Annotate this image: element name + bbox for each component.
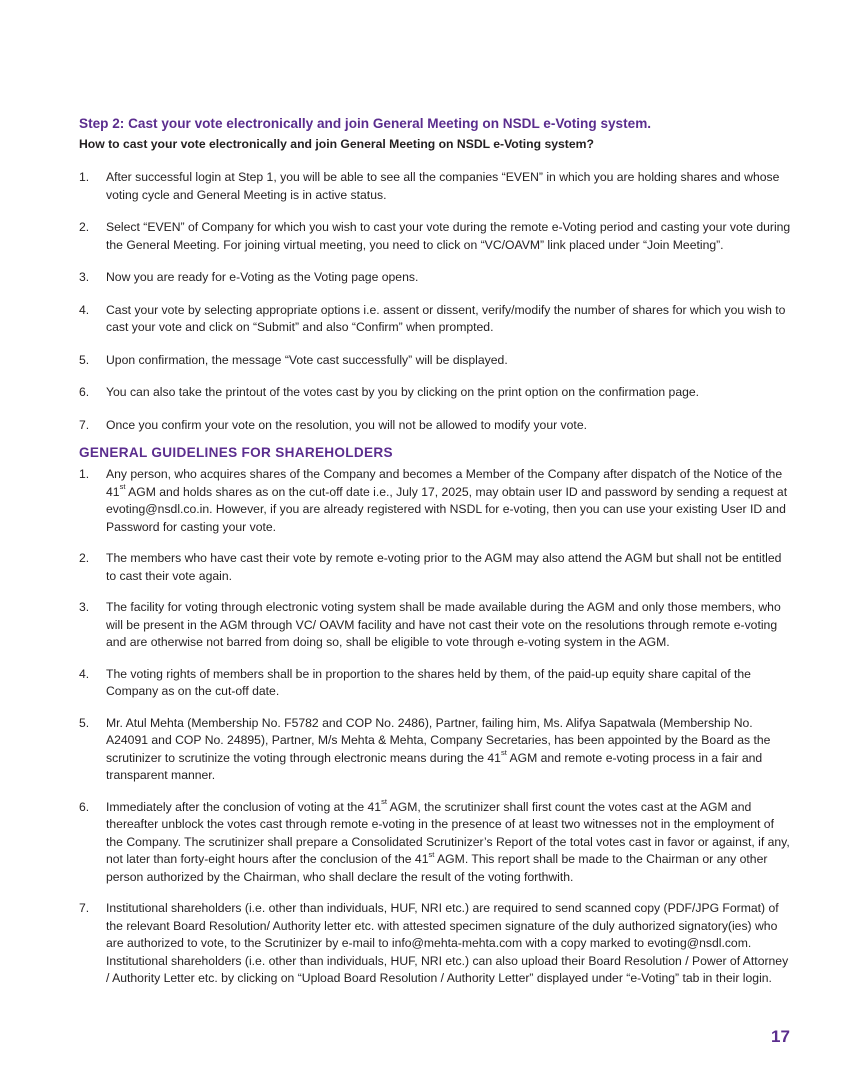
list-text: The members who have cast their vote by remote e-voting prior to the AGM may also attend the AGM but shall not be entitled to cast their vote again.	[106, 551, 782, 583]
list-number: 5.	[79, 352, 90, 367]
list-number: 6.	[79, 799, 90, 814]
list-item	[79, 666, 794, 701]
list-text: Immediately after the conclusion of voting at the 41st AGM, the scrutinizer shall first count the votes cast at the AGM and thereafter unblock the votes cast through remote e-voting in the presence of at least two witnesses not in the employment of the Company. The scrutinizer shall prepare a Consolidated Scrutinizer’s Report of the total votes cast in favor or against, if any, not later than forty-eight hours after the conclusion of the 41st AGM. This report shall be made to the Chairman or any other person authorized by the Chairman, who shall declare the result of the voting forthwith.	[106, 797, 790, 884]
list-item	[79, 269, 794, 287]
list-item	[79, 384, 794, 402]
step-subtitle: How to cast your vote electronically and join General Meeting on NSDL e-Voting system?	[79, 137, 594, 151]
list-item	[79, 169, 794, 204]
list-text: The voting rights of members shall be in proportion to the shares held by them, of the paid-up equity share capital of the Company as on the cut-off date.	[106, 666, 751, 698]
list-text: Institutional shareholders (i.e. other than individuals, HUF, NRI etc.) are required to send scanned copy (PDF/JPG Format) of the relevant Board Resolution/ Authority letter etc. with attested specimen signature of the duly authorized signatory(ies) who are authorized to vote, to the Scrutinizer by e-mail to info@mehta-mehta.com with a copy marked to evoting@nsdl.com. Institutional shareholders (i.e. other than individuals, HUF, NRI etc.) can also upload their Board Resolution / Power of Attorney / Authority Letter etc. by clicking on “Upload Board Resolution / Authority Letter” displayed under “e-Voting” tab in their login.	[106, 901, 789, 985]
list-item	[79, 466, 794, 536]
list-number: 2.	[79, 220, 90, 234]
list-text: You can also take the printout of the votes cast by you by clicking on the print option on the confirmation page.	[106, 385, 700, 399]
list-number: 4.	[79, 302, 90, 317]
list-item	[79, 900, 794, 988]
list-item	[79, 219, 794, 254]
list-text: Once you confirm your vote on the resolution, you will not be allowed to modify your vote.	[106, 417, 587, 432]
list-text: Now you are ready for e-Voting as the Voting page opens.	[106, 270, 419, 284]
guidelines-list	[79, 466, 794, 988]
list-item	[79, 302, 794, 337]
list-number: 4.	[79, 666, 90, 681]
list-number: 1.	[79, 170, 90, 184]
list-number: 7.	[79, 901, 90, 915]
list-item	[79, 550, 794, 585]
list-text: Any person, who acquires shares of the Company and becomes a Member of the Company after dispatch of the Notice of the 41st AGM and holds shares as on the cut-off date i.e., July 17, 2025, may obtain user ID and password by sending a request at evoting@nsdl.co.in. However, if you are already registered with NSDL for e-voting, then you can use your existing User ID and Password for casting your vote.	[106, 467, 788, 534]
list-item	[79, 715, 794, 785]
list-text: Upon confirmation, the message “Vote cast successfully” will be displayed.	[106, 352, 508, 367]
list-number: 6.	[79, 385, 90, 399]
list-item	[79, 799, 794, 887]
list-number: 7.	[79, 417, 90, 432]
list-number: 3.	[79, 270, 90, 284]
page-number: 17	[771, 1027, 790, 1046]
step-list	[79, 169, 794, 434]
list-number: 2.	[79, 551, 90, 565]
list-item	[79, 352, 794, 370]
list-number: 1.	[79, 467, 90, 481]
list-number: 3.	[79, 600, 90, 614]
list-text: The facility for voting through electronic voting system shall be made available during the AGM and only those members, who will be present in the AGM through VC/ OAVM facility and have not cast their vote on the resolutions through remote e-voting and are otherwise not barred from doing so, shall be eligible to vote through e-voting system in the AGM.	[106, 600, 781, 649]
guidelines-title: GENERAL GUIDELINES FOR SHAREHOLDERS	[79, 445, 393, 460]
list-item	[79, 417, 794, 435]
list-text: Cast your vote by selecting appropriate options i.e. assent or dissent, verify/modify the number of shares for which you wish to cast your vote and click on “Submit” and also “Confirm” when prompted.	[106, 302, 786, 334]
list-number: 5.	[79, 715, 90, 730]
list-text: Select “EVEN” of Company for which you wish to cast your vote during the remote e-Voting period and casting your vote during the General Meeting. For joining virtual meeting, you need to click on “VC/OAVM” link placed under “Join Meeting”.	[106, 220, 791, 252]
list-text: After successful login at Step 1, you will be able to see all the companies “EVEN” in which you are holding shares and whose voting cycle and General Meeting is in active status.	[106, 170, 780, 202]
list-item	[79, 599, 794, 652]
step-title: Step 2: Cast your vote electronically and join General Meeting on NSDL e-Voting system.	[79, 116, 652, 131]
list-text: Mr. Atul Mehta (Membership No. F5782 and COP No. 2486), Partner, failing him, Ms. Alifya Sapatwala (Membership No. A24091 and COP No. 24895), Partner, M/s Mehta & Mehta, Company Secretaries, has been appointed by the Board as the scrutinizer to scrutinize the voting through electronic means during the 41st AGM and remote e-voting process in a fair and transparent manner.	[106, 715, 771, 782]
